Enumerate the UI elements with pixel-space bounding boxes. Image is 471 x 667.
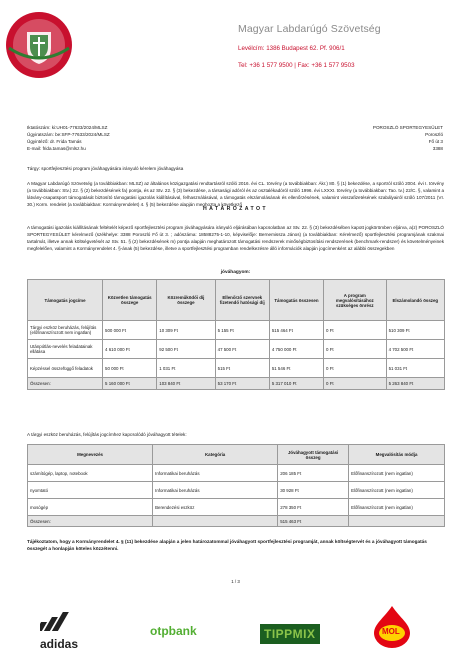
table-cell: Előfinanszírozott (nem ingatlan) xyxy=(349,465,445,482)
table-total-row xyxy=(28,378,445,390)
recipient-address-block xyxy=(373,124,443,152)
column-header: Támogatás összesen xyxy=(269,280,323,321)
table-cell: 51 546 Ft xyxy=(269,359,323,378)
table-cell: 53 170 Ft xyxy=(215,378,269,390)
decision-heading: HATÁROZATOT xyxy=(202,206,268,212)
organization-contact: Tel: +36 1 577 9500 | Fax: +36 1 577 9503 xyxy=(238,62,355,69)
mol-wordmark: MOL xyxy=(382,627,400,636)
table-cell: 510 309 Ft xyxy=(386,321,444,340)
table-cell: Képzéssel összefüggő feladatok xyxy=(28,359,103,378)
table-row xyxy=(28,499,445,516)
recipient-city: Poroszló xyxy=(425,132,443,137)
column-header: Támogatás jogcíme xyxy=(28,280,103,321)
table-cell: 5 155 Ft xyxy=(215,321,269,340)
table-cell: Előfinanszírozott (nem ingatlan) xyxy=(349,482,445,499)
adidas-stripes-icon xyxy=(40,610,80,632)
table-cell: Informatikai beruházás xyxy=(153,465,278,482)
table-cell: 51 031 Ft xyxy=(386,359,444,378)
subject-line: Tárgy: sportfejlesztési program jóváhagyására irányuló kérelem jóváhagyása xyxy=(27,166,184,171)
column-header: Megnevezés xyxy=(28,445,153,465)
table-row xyxy=(28,340,445,359)
table-cell: 0 Ft xyxy=(324,321,387,340)
tippmix-wordmark: TIPPMIX xyxy=(264,627,316,641)
decision-paragraph: A támogatási igazolás kiállításának feltételét képező sportfejlesztési program jóváhagyására irányuló eljárásában kapcsolatban az Stv. 22. § (3) bekezdésében kapott jogkörömben eljárva, a(z) POROSZLÓ SPORTEGYESÜLET kérelmező (székhelye: 3388 Poroszló Fő út 3. ; adószáma: 18588275-1-10, képviselője: Bernemissza János) (a továbbiakban: Kérelmező) sportfejlesztési programjának szakmai tartalmát, illetve annak költségvetését az Stv. 51. § (2) bekezdésének m) pontja alapján meghatározott támogatási rendszerek minőségbiztosítási rendszerének (benchmark-rendszer) és követelményeinek megfelelően, valamint a Kormányrendelet 4. §-ának (5) bekezdése, illetve a sportfejlesztési programban rendelkezésre álló információk alapján jogcímenként az alábbi összegekben xyxy=(27,225,444,251)
table-cell: Előfinanszírozott (nem ingatlan) xyxy=(349,499,445,516)
table-cell: 515 Ft xyxy=(215,359,269,378)
mlsz-logo xyxy=(4,10,74,80)
table-cell: 278 350 Ft xyxy=(278,499,349,516)
table-cell: nyomtató xyxy=(28,482,153,499)
table-cell: 515 464 Ft xyxy=(269,321,323,340)
recipient-postcode: 3388 xyxy=(432,146,443,151)
table-cell: 1 031 Ft xyxy=(157,359,215,378)
table-cell: 47 500 Ft xyxy=(215,340,269,359)
table-cell: Összesen: xyxy=(28,516,153,527)
table-cell: Utánpótlás-nevelés feladatainak ellátása xyxy=(28,340,103,359)
table-cell: 0 Ft xyxy=(324,359,387,378)
table-row xyxy=(28,321,445,340)
table-cell: 4 702 500 Ft xyxy=(386,340,444,359)
support-summary-table xyxy=(27,279,445,390)
table-cell: 0 Ft xyxy=(324,340,387,359)
table-cell: 5 263 840 Ft xyxy=(386,378,444,390)
organization-address: Levélcím: 1386 Budapest 62. Pf. 906/1 xyxy=(238,45,345,52)
table-cell: 5 317 010 Ft xyxy=(269,378,323,390)
table-total-row xyxy=(28,516,445,527)
table-cell: 4 750 000 Ft xyxy=(269,340,323,359)
column-header: Közvetlen támogatás összege xyxy=(103,280,157,321)
table-cell: Berendezési eszköz xyxy=(153,499,278,516)
table-cell: Informatikai beruházás xyxy=(153,482,278,499)
page-number: 1 / 3 xyxy=(231,579,240,584)
table-row xyxy=(28,465,445,482)
organization-name: Magyar Labdarúgó Szövetség xyxy=(238,23,381,35)
table-row xyxy=(28,482,445,499)
table-cell: Összesen: xyxy=(28,378,103,390)
case-number: Ügyiratszám: be:SFP-77633/2024/MLSZ xyxy=(27,132,110,137)
recipient-street: Fő út 3 xyxy=(428,139,443,144)
column-header: Közreműködői díj összege xyxy=(157,280,215,321)
adidas-logo xyxy=(40,610,80,651)
column-header: Ellenőrző szervnek fizetendő hatósági díj xyxy=(215,280,269,321)
closing-notice: Tájékoztatom, hogy a Kormányrendelet 4. § (11) bekezdése alapján a jelen határozatommal jóváhagyott sportfejlesztési programját, annak költségtervét és a jóváhagyott támogatás összegét a honlapján köteles közzétenni. xyxy=(27,539,427,551)
case-officer: Ügyintéző: dr. Frida Tamás xyxy=(27,139,82,144)
table-cell: 500 000 Ft xyxy=(103,321,157,340)
officer-email: E-mail: frida.tamas@mlsz.hu xyxy=(27,146,86,151)
table-cell: 515 463 Ft xyxy=(278,516,349,527)
file-number: Iktatószám: ki:UH01-77633/2024/MLSZ xyxy=(27,125,108,130)
recipient-name: POROSZLÓ SPORTEGYESÜLET xyxy=(372,125,443,130)
table-cell xyxy=(153,516,278,527)
table-cell: számítógép, laptop, notebook xyxy=(28,465,153,482)
table-cell: 103 840 Ft xyxy=(157,378,215,390)
table-row xyxy=(28,359,445,378)
table-cell: Tárgyi eszköz beruházás, felújítás (előfinanszírozott nem ingatlan) xyxy=(28,321,103,340)
table-cell: 5 160 000 Ft xyxy=(103,378,157,390)
mol-drop-icon xyxy=(370,604,414,648)
mol-logo xyxy=(370,604,414,653)
table-cell: 92 500 Ft xyxy=(157,340,215,359)
table-cell xyxy=(349,516,445,527)
column-header: A program megvalósításához szükséges önrész xyxy=(324,280,387,321)
file-reference-block xyxy=(27,124,247,152)
table-header-row xyxy=(28,280,445,321)
column-header: Elszámolandó összeg xyxy=(386,280,444,321)
column-header: Jóváhagyott támogatási összeg xyxy=(278,445,349,465)
otpbank-wordmark: otpbank xyxy=(150,624,197,638)
adidas-wordmark: adidas xyxy=(40,637,79,651)
table-cell: 10 309 Ft xyxy=(157,321,215,340)
column-header: Kategória xyxy=(153,445,278,465)
table-header-row xyxy=(28,445,445,465)
table-cell: 206 185 Ft xyxy=(278,465,349,482)
tippmix-logo xyxy=(260,624,320,644)
approved-items-table xyxy=(27,444,445,527)
sponsor-bar xyxy=(0,600,471,660)
table-cell: 30 928 Ft xyxy=(278,482,349,499)
approved-label: jóváhagyom: xyxy=(220,270,251,275)
column-header: Megvalósítás módja xyxy=(349,445,445,465)
table-cell: mosógép xyxy=(28,499,153,516)
table-cell: 50 000 Ft xyxy=(103,359,157,378)
intro-paragraph: A Magyar Labdarúgó Szövetség (a továbbiakban: MLSZ) az általános közigazgatási rendtartásról szóló 2016. évi CL. törvény (a továbbiakban: Ákr.) 80. § (1) bekezdése, a sportról szóló 2004. évi I. törvény (a továbbiakban: Stv.) 22. § (2) bekezdésének fa) pontja, és az Stv. 22. § (3) bekezdése, a társasági adóról és az osztalékadóról szóló 1996. évi LXXXI. törvény (a továbbiakban: Tao. tv.) 22/C. §, valamint a látvány-csapatsport támogatását biztosító támogatási igazolás kiállításával, felhasználásával, a támogatás elszámolásának és ellenőrzésének, valamint visszafizetésének szabályairól szóló 107/2011 (VI. 30.) Korm. rendelet (a továbbiakban: Kormányrendelet) 4. § (5) bekezdése alapján meghozta a következő xyxy=(27,181,444,207)
table-cell: 0 Ft xyxy=(324,378,387,390)
items-table-intro: A tárgyi eszköz beruházás, felújítás jogcímhez kapcsolódó jóváhagyott tételek: xyxy=(27,432,187,437)
otpbank-logo xyxy=(150,622,197,640)
table-cell: 4 610 000 Ft xyxy=(103,340,157,359)
